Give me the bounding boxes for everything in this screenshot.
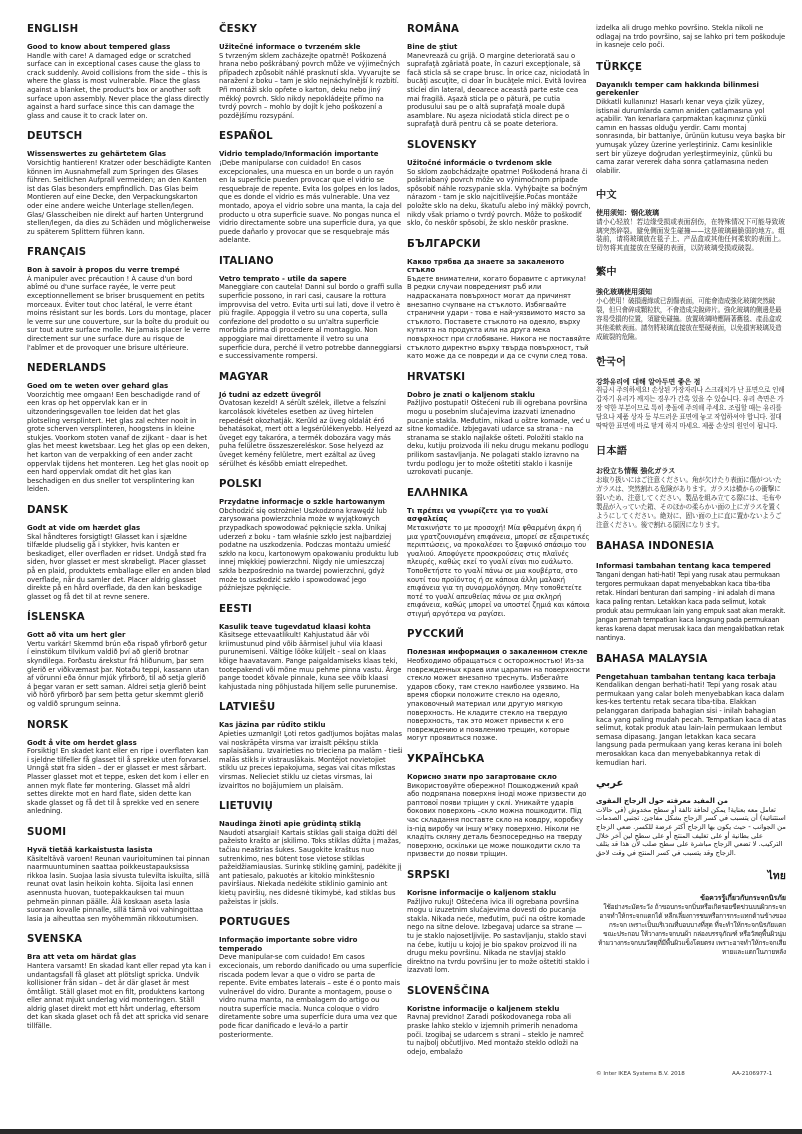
section-title: Bine de ştiut (407, 43, 458, 51)
language-heading: MAGYAR (219, 371, 269, 383)
language-heading: HRVATSKI (407, 371, 466, 383)
language-section (219, 917, 403, 1039)
section-body: Käsiteltävä varoen! Reunan vaurioituminen tai pinnan naarmuuntuminen saattaa poikkeustapauksissa rikkoa lasin. Suojaa lasia sivusta tulevilta iskuilta, sillä reunat ovat lasin heikoin kohta. Sijoita lasi ennen asennusta huovan, tuotepakkauksen tai muun pehmeän pinnan päälle. Älä koskaan aseta lasia suoraan kovalle pinnalle, sillä tämä voi vahingoittaa lasia ja aiheuttaa sen myöhemmän rikkoutumisen. (27, 854, 210, 923)
section-title: Informação importante sobre vidro temperado (219, 936, 358, 953)
language-section (219, 479, 403, 593)
section-body: Manevrează cu grijă. O margine deteriorată sau o suprafaţă zgâriată poate, în cazuri excepţionale, să facă sticla să se crape brusc. În orice caz, niciodată în bucăţi ascuţite, ci doar în bucăţele mici. Evită lovirea sticlei din lateral, deoarece această parte este cea mai fragilă. Aşază sticla pe o pătură, pe cutia produsului sau pe o altă suprafaţă moale după asamblare. Nu aşeza niciodată sticla direct pe o suprafaţă dură pentru că se poate deteriora. (407, 51, 590, 129)
language-section (27, 24, 211, 120)
section-body: Käsitsege ettevaatlikult! Kahjustatud äär või kriimustunud pind võib äärmisel juhul viia klaasi purunemiseni. Vältige lööke küljelt - seal on klaas kõige haavatavam. Pange paigaldamiseks klaas teki, tootepakendi või mõne muu pehme pinna vastu. Ärge pange toodet kõvale pinnale, kuna see võib klaasi kahjustada ning põhjustada hiljem selle purunemise. (219, 631, 402, 691)
language-heading: NEDERLANDS (27, 363, 107, 375)
language-heading: LIETUVIŲ (219, 801, 274, 813)
language-heading: 中文 (596, 190, 617, 202)
language-section (219, 24, 403, 120)
language-heading: ΕΛΛΗΝΙΚΑ (407, 487, 468, 499)
section-body: Forsiktig! En skadet kant eller en ripe i overflaten kan i sjeldne tilfeller få glasset til å sprekke uten forvarsel. Unngå støt fra siden – der er glasset er mest sårbart. Plasser glasset mot et teppe, esken det kom i eller en annen myk flate før montering. Glasset må aldri settes direkte mot en hard flate, siden dette kan skade glasset og få det til å sprekke ved en senere anledning. (27, 747, 211, 816)
language-section (596, 186, 786, 252)
language-section (407, 488, 591, 619)
language-section (596, 62, 786, 176)
section-body: Vorsichtig hantieren! Kratzer oder beschädigte Kanten können im Ausnahmefall zum Springen des Glases führen. Seitlichen Aufprall vermeiden; an den Kanten ist das Glas besonders empfindlich. Das Glas beim Montieren auf eine Decke, den Verpackungskarton oder eine andere weiche Unterlage stellen/legen. Glas/ Glasscheiben nie direkt auf harten Untergrund stellen/legen, da dies zu Schäden und möglicherweise zu späterem Splittern führen kann. (27, 158, 211, 236)
language-heading: ROMÂNA (407, 24, 460, 35)
section-body: Ravnaj previdno! Zaradi poškodovanega roba ali praske lahko steklo v izjemnih primerih nenadoma poči. Izogibaj se udarcem s strani – steklo je namreč tu najbolj občutljivo. Med montažo steklo odloži na odejo, embalažo (407, 1013, 584, 1056)
section-title: Bra att veta om härdat glas (27, 953, 137, 962)
language-heading: عربي (596, 778, 624, 790)
language-heading: EESTI (219, 603, 252, 615)
language-section (27, 131, 211, 236)
section-title: Wissenswertes zu gehärtetem Glas (27, 150, 167, 159)
language-section (27, 720, 211, 816)
language-section (596, 654, 786, 768)
section-title: Корисно знати про загартоване скло (407, 773, 557, 781)
language-section (407, 239, 591, 361)
section-title: Užitočné informácie o tvrdenom skle (407, 158, 552, 167)
column-1 (27, 24, 211, 1042)
section-title: من المفيد معرفته حول الزجاج المقوى (596, 797, 728, 806)
column-4 (596, 24, 786, 968)
section-title: 強化玻璃使用須知 (596, 288, 652, 297)
language-heading: 日本語 (596, 446, 628, 458)
document-code: AA-2106977-1 (732, 1071, 773, 1077)
section-body: Apieties uzmanīgi! Ļoti retos gadījumos bojātas malas vai noskrāpēta virsma var izraisīt pēkšņu stikla saplaisāšanu. Izvairieties no trieciena pa malām - tieši malās stikls ir vistrauslākais. Montējot novietojiet stiklu uz preces iepakojuma, segas vai citas mīkstas virsmas. Nelieciet stiklu uz cietas virsmas, lai izvairītos no bojājumiem un plaisām. (219, 730, 403, 790)
section-title: Dobro je znati o kaljenom staklu (407, 390, 535, 399)
section-body: Pažljivo rukuj! Oštećena ivica ili ogrebana površina mogu u izuzetnim slučajevima dovesti do pucanja stakla. Nikada neće, međutim, pući na oštre komade nego na sitne delove. Izbegavaj udarce sa strane — tu je staklo najosetljivije. Po sastavljanju, staklo stavi na ćebe, kutiju u kojoj je bio spakov proizvod ili na drugu meku površinu. Nikada ne stavljaj staklo direktno na tvrdu površinu jer to može oštetiti staklo i izazvati lom. (407, 897, 590, 975)
section-body: 请小心轻放！若边缘受损或表面刮伤，在特殊情况下可能导致玻璃突然碎裂。避免侧面发生碰撞——这是玻璃最脆弱的地方。组装前，请将玻璃放在毯子上、产品盒或其他任何柔软的表面上。切勿将其直接放在坚硬的表面，以防玻璃受损或破裂。 (596, 217, 786, 252)
language-heading: ČESKY (219, 24, 258, 35)
section-title: Goed om te weten over gehard glas (27, 382, 169, 391)
language-heading: ไทย (767, 871, 786, 883)
section-body: Skal håndteres forsigtigt! Glasset kan i sjældne tilfælde pludselig gå i stykker, hvis kanten er beskadiget, eller overfladen er ridset. Undgå stød fra siden, hvor glasset er mest skrøbeligt. Placer glasset på en plaid, produktets emballage eller en anden blød overflade, når du samler det. Placer aldrig glasset direkte på en hård overflade, da den kan beskadige glasset og få det til at revne senere. (27, 532, 211, 601)
language-heading: SRPSKI (407, 869, 450, 881)
section-body: Vertu varkár! Skemmd brún eða rispað yfirborð getur í einstökum tilvikum valdið því að glerið brotnar skyndilega. Forðastu árekstur frá hliðunum, þar sem glerið er viðkvæmast þar. Notaðu teppi, kassann utan af vörunni eða önnur mjúk yfirborð, til að setja glerið á þegar varan er sett saman. Aldrei setja glerið beint við hörð yfirborð þar sem þetta getur skemmt glerið og valdið sprungum seinna. (27, 639, 209, 709)
language-heading: ESPAÑOL (219, 131, 273, 143)
section-body: Pažljivo postupati! Oštećeni rub ili ogrebana površina mogu u posebnim slučajevima izazvati iznenadno pucanje stakla. Međutim, nikad u oštre komade, već u sitne komadiće. Izbjegavati udarce sa strana - na stranama se staklo najlakše ošteti. Položiti staklo na deku, kutiju proizvoda ili neku drugu mekanu podlogu prilikom sastavljanja. Ne polagati staklo izravno na tvrdu podlogu jer to može oštetiti staklo i kasnije uzrokovati pucanje. (407, 399, 590, 477)
language-section (407, 986, 591, 1057)
language-heading: УКРАЇНСЬКА (407, 754, 485, 765)
bottom-border (0, 1129, 802, 1134)
section-title: Jó tudni az edzett üvegről (219, 390, 321, 399)
language-heading: DANSK (27, 504, 69, 516)
section-body: Використовуйте обережно! Пошкоджений край або подряпана поверхня іноді може призвести до раптової появи тріщин у склі. Уникайте ударів бокових поверхонь –скло можна пошкодити. Під час складання поставте скло на ковдру, коробку із-під виробу чи іншу м'яку поверхню. Ніколи не кладіть скляну деталь безпосередньо на тверду поверхню, оскільки це може пошкодити скло та призвести до появи тріщин. (407, 781, 587, 859)
language-section (27, 934, 211, 1030)
language-section (219, 604, 403, 692)
section-title: Godt at vide om hærdet glas (27, 523, 141, 532)
section-body: So sklom zaobchádzajte opatrne! Poškodená hrana či poškriabaný povrch môže vo výnimočnom prípade spôsobiť náhle rozsypanie skla. Vyhýbajte sa bočným nárazom - tam je sklo najcitlivejšie.Počas montáže položte sklo na deku, škatuľu alebo iný mäkký povrch, nikdy však priamo o tvrdý povrch. Môže to poškodiť sklo, čo neskôr spôsobí, že sklo neskôr praskne. (407, 167, 591, 228)
language-section (27, 247, 211, 352)
language-section (596, 442, 786, 530)
section-body: S tvrzeným sklem zacházejte opatrně! Poškozená hrana nebo poškrábaný povrch může ve výjimečných případech způsobit náhlé prasknutí skla. Vyvarujte se naražení z boku – tam je sklo nejnáchylnější k rozbití. Při montáži sklo opřete o karton, deku nebo jiný měkký povrch. Sklo nikdy nepokládejte přímo na tvrdý povrch – mohlo by dojít k jeho poškození a pozdějšímu rozsypání. (219, 51, 401, 120)
section-title: Полезная информация о закаленном стекле (407, 648, 588, 657)
language-section (596, 778, 786, 857)
section-body: Deve manipular-se com cuidado! Em casos excecionais, um rebordo danificado ou uma superfície riscada podem levar a que o vidro se parta de repente. Evite embates laterais – este é o ponto mais vulnerável do vidro. Durante a montagem, pouse o vidro numa manta, na embalagem do artigo ou noutra superfície macia. Nunca coloque o vidro diretamente sobre uma superfície dura uma vez que pode ficar danificado e levá-lo a partir posteriormente. (219, 953, 402, 1039)
section-body: Tangani dengan hati-hati! Tepi yang rusak atau permukaan tergores permukaan dapat menyebabkan kaca tiba-tiba retak. Hindari benturan dari samping - ini adalah di mana kaca paling rentan. Letakkan kaca pada selimut, kotak produk atau permukaan lain yang empuk saat akan merakit. Jangan pernah tempatkan kaca langsung pada permukaan keras karena dapat merusak kaca dan mengakibatkan retak nantinya. (596, 570, 786, 642)
section-title: Korisne informacije o kaljenom staklu (407, 888, 557, 897)
section-title: Dayanıklı temper cam hakkında bilinmesi gerekenler (596, 80, 759, 98)
language-heading: 한국어 (596, 356, 627, 368)
section-body: ¡Debe manipularse con cuidado! En casos excepcionales, una muesca en un borde o un rayón en la superficie pueden provocar que el vidrio se resquebraje de repente. Evita los golpes en los lados, que es donde el vidrio es más vulnerable. Una vez montado, apoya el vidrio sobre una manta, la caja del producto u otra superficie suave. No pongas nunca el vidrio directamente sobre una superficie dura, ya que puede dañarlo y provocar que se resquebraje más adelante. (219, 158, 402, 245)
section-body: Необходимо обращаться с осторожностью! Из-за поврежденных краев или царапин на поверхности стекло может внезапно треснуть. Избегайте ударов сбоку, там стекло наиболее уязвимо. На время сборки положите стекло на одеяло, упаковочный материал или другую мягкую поверхность. Не кладите стекло на твердую поверхность, так это может привести к его повреждению и появлению трещин, которые могут проявиться позже. (407, 657, 590, 743)
language-section (596, 353, 786, 432)
section-title: Koristne informacije o kaljenem steklu (407, 1004, 560, 1013)
section-title: Informasi tambahan tentang kaca tempered (596, 562, 771, 571)
section-title: お役立ち情報 強化ガラス (596, 467, 676, 476)
section-title: ข้อควรรู้เกี่ยวกับกระจกนิรภัย (700, 894, 786, 903)
section-body: Óvatosan kezeld! A sérült szélek, illetve a felszíni karcolások kivételes esetben az üveg hirtelen repedését okozhatják. Kerüld az üveg oldalát érő behatásokat, mert ott a legsérülékenyebb. Helyezd az üveget egy takaróra, a termék dobozára vagy más puha felületre összeszereléskor. Sose helyezd az üveget kemény felületre, mert ezáltal az üveg sérülhet és később emiatt elrepedhet. (219, 399, 403, 468)
section-title: Kasulik teave tugevdatud klaasi kohta (219, 622, 371, 631)
section-body: Hantera varsamt! En skadad kant eller repad yta kan i undantagsfall få glaset att plötsligt spricka. Undvik kollisioner från sidan – det är där glaset är mest ömtåligt. Ställ glaset mot en filt, produktens kartong eller annat mjukt underlag vid monteringen. Ställ aldrig glaset direkt mot ett hårt underlag, eftersom det kan skada glaset och få det att spricka vid senare tillfälle. (27, 961, 211, 1031)
section-title: Pengetahuan tambahan tentang kaca terbaja (596, 672, 776, 681)
language-section (27, 612, 211, 708)
section-body: Naudoti atsargiai! Kartais stiklas gali staiga dūžti dėl pažeisto krašto ar įskilimo. Toks stiklas dūžta į mažas, tačiau neaštrias šukes. Saugokite kraštus nuo sutrenkimo, nes būtent tose vietose stiklas pažeidžiamiausias. Surinkę stiklinę gaminį, padėkite jį ant patiesalo, pakuotės ar kitokio minkštesnio paviršiaus. Niekada nedėkite stiklinio gaminio ant kietų paviršių, nes didesnė tikimybė, kad stiklas bus pažeistas ir įskils. (219, 828, 402, 906)
language-heading: ITALIANO (219, 255, 274, 267)
language-heading: ÍSLENSKA (27, 612, 85, 624)
section-title: Przydatne informacje o szkle hartowanym (219, 498, 385, 507)
section-body: Dikkatli kullanınız! Hasarlı kenar veya çizik yüzey, istisnai durumlarda camın aniden çatlamasına yol açabilir. Yan kenarlara çarpmaktan kaçınınız çünkü camın en hassas olduğu yerdir. Camı montaj sonrasında, bir battaniye, ürünün kutusu veya başka bir yumuşak yüzey üzerine yerleştiriniz. Camı kesinlikle sert bir yüzeye doğrudan yerleştirmeyiniz, çünkü bu cama zarar vererek daha sonra çatlamasına neden olabilir. (596, 97, 786, 175)
language-heading: SUOMI (27, 826, 67, 838)
section-body: お取り扱いにはご注意ください。角が欠けたり表面に傷がついたガラスは、突然割れる危険があります。ガラスは横からの衝撃に弱いため、注意してください。製品を組み立てる際には、毛布や製品が入っていた箱、そのほかの柔らかい面の上にガラスを置くようにしてください。絶対に、固い面の上に直に置かないようご注意ください。後で割れる原因になります。 (596, 476, 782, 530)
language-section (407, 24, 591, 129)
section-body: Μετακινήστε το με προσοχή! Μία φθαρμένη άκρη ή μια γρατζουνισμένη επιφάνεια, μπορεί σε εξαιρετικές περιπτώσεις, να προκαλέσει το ξαφνικό σπάσιμο του γυαλιού. Αποφύγετε προσκρούσεις στις πλαϊνές πλευρές, καθώς εκεί το γυαλί είναι πιο ευάλωτο. Τοποθετήστε το γυαλί πάνω σε μια κουβέρτα, στο κουτί του προϊόντος ή σε κάποια άλλη μαλακή επιφάνεια για τη συναρμολόγηση. Μην τοποθετείτε ποτέ το γυαλί απευθείας πάνω σε μια σκληρή επιφάνεια, καθώς μπορεί να υποστεί ζημιά και κάποια στιγμή αργότερα να ραγίσει. (407, 523, 590, 618)
language-heading: LATVIEŠU (219, 702, 276, 714)
language-heading: ENGLISH (27, 24, 79, 35)
language-section (407, 372, 591, 477)
language-section (219, 801, 403, 906)
language-section (27, 505, 211, 601)
language-section (596, 541, 786, 643)
section-body: 小心使用！破損邊緣或已刮傷表面，可能會造成強化玻璃突然破裂，但只會碎成顆粒狀，不會造成尖銳碎片。強化玻璃的側邊是最容易受損的位置，須避免碰撞。放置玻璃時應隔著舊毯、產品盒或其他柔軟表面。請勿將玻璃直接放在堅硬表面，以免損害玻璃及造成破裂的危險。 (596, 296, 782, 341)
section-title: Gott að vita um hert gler (27, 631, 126, 640)
language-heading: БЪЛГАРСКИ (407, 238, 481, 250)
language-heading: PORTUGUES (219, 917, 291, 929)
section-title: 강화유리에 대해 알아두면 좋은 점 (596, 377, 701, 386)
section-title: Τι πρέπει να γνωρίζετε για το γυαλί ασφαλείας (407, 506, 549, 524)
section-title: Какво трябва да знаете за закаленото стъкло (407, 257, 565, 275)
section-body: Voorzichtig mee omgaan! Een beschadigde rand of een kras op het oppervlak kan er in uitzonderingsgevallen toe leiden dat het glas plotseling versplintert. Het glas zal echter nooit in grote scherven versplinteren, hoogstens in kleine stukjes. Voorkom stoten vanaf de zijkant - daar is het glas het meest kwetsbaar. Leg het glas op een deken, het karton van de verpakking of een ander zacht oppervlak tijdens het monteren. Leg het glas nooit op een hard oppervlak omdat dit het glas kan beschadigen en dus sneller tot versplintering kan leiden. (27, 390, 210, 494)
language-section (407, 629, 591, 743)
section-body: Handle with care! A damaged edge or scratched surface can in exceptional cases cause the glass to crack suddenly. Avoid collisions from the side – this is where the glass is most vulnerable. Place the glass against a blanket, the product's box or another soft surface upon assembly. Never place the glass directly against a hard surface since this can damage the glass and cause it to crack later on. (27, 51, 210, 120)
column-3 (407, 24, 591, 1067)
section-title: Godt å vite om herdet glass (27, 738, 137, 747)
language-heading: 繁中 (596, 267, 617, 279)
section-body: تعامل معه بعناية! يمكن لحافة تالفة أو سطح مخدوش (في حالات استثنائية) أن يتسبب في كسر الزجاج بشكل مفاجئ. تجنبي الصدمات من الجوانب - حيث يكون بها الزجاج أكثر عرضة للكسر. ضعي الزجاج على بطانية أو على تغليف المنتج أو على سطح لين آخر خلال التركيب. لا تضعي الزجاج مباشرة على سطح صلب لأن هذا قد يتلف الزجاج وقد يتسبب في كسر المنتج في وقت لاحق. (596, 805, 786, 857)
section-body: Maneggiare con cautela! Danni sul bordo o graffi sulla superficie possono, in rari casi, causare la rottura improvvisa del vetro. Evita urti sui lati, dove il vetro è più fragile. Appoggia il vetro su una coperta, sulla confezione del prodotto o su un'altra superficie morbida prima di procedere al montaggio. Non appoggiare mai direttamente il vetro su una superficie dura, perché il vetro potrebbe danneggiarsi e successivamente rompersi. (219, 283, 403, 361)
section-title: Good to know about tempered glass (27, 43, 171, 51)
language-heading: РУССКИЙ (407, 629, 465, 641)
column-2 (219, 24, 403, 1050)
section-title: Bon à savoir à propos du verre trempé (27, 266, 180, 275)
section-title: Užitečné informace o tvrzeném skle (219, 43, 361, 51)
language-section (219, 372, 403, 468)
language-section (596, 263, 786, 342)
language-heading: SLOVENŠČINA (407, 985, 490, 997)
language-heading: SLOVENSKY (407, 139, 477, 151)
section-title: Hyvä tietää karkaistusta lasista (27, 845, 153, 854)
language-section (219, 702, 403, 790)
section-body: ใช้อย่างระมัดระวัง ถ้าขอบกระจกบิ่นหรือเกิดรอยขีดข่วนบนผิวกระจก อาจทำให้กระจกแตกได้ หลีกเลี่ยงการชนหรือการกระแทกด้านข้างของกระจก เพราะเป็นบริเวณที่บอบบางที่สุด ที่จะทำให้กระจกนิรภัยแตก ขณะประกอบ ให้วางกระจกบนผ้า กล่องบรรจุภัณฑ์ หรือวัสดุพื้นผิวนุ่ม ห้ามวางกระจกบนวัสดุที่มีพื้นผิวแข็งโดยตรง เพราะอาจทำให้กระจกเสียหายและแตกในภายหลัง (598, 902, 786, 956)
section-body: 취급시 주의하세요! 손상된 가장자리나 스크래치가 난 표면으로 인해 갑자기 유리가 깨지는 경우가 간혹 있을 수 있습니다. 유리 측면은 가장 약한 부분이므로 특히 충돌에 주의해 주세요. 조립할 때는 유리를 담요나 제품 상자 등 부드러운 표면에 놓고 작업하셔야 합니다. 절대 딱딱한 표면에 바로 닿게 하지 마세요. 제품 손상의 원인이 됩니다. (596, 386, 785, 431)
section-title: Vidrio templado/Información importante (219, 150, 379, 159)
language-heading: TÜRKÇE (596, 61, 643, 73)
language-section (27, 827, 211, 923)
language-section (407, 870, 591, 975)
section-title: Kas jāzina par rūdīto stiklu (219, 721, 326, 730)
language-section (27, 363, 211, 494)
language-heading: POLSKI (219, 479, 262, 491)
language-section (219, 131, 403, 245)
language-heading: SVENSKA (27, 934, 83, 946)
language-section (219, 256, 403, 361)
language-section (407, 140, 591, 228)
section-body: Бъдете внимателни, когато боравите с артикула! В редки случаи повреденият ръб или надрасканата повърхност могат да причинят внезапно счупване на стъклото. Избягвайте странични удари - това е най-уязвимото място за стъклото. Поставете стъклото на одеяло, върху кутията на продукта или на друга мека повърхност при сглобяване. Никога не поставяйте стъклото директно върху твърда повърхност, тъй като може да се повреди и да се счупи след това. (407, 274, 591, 361)
section-title: Vetro temprato - utile da sapere (219, 274, 347, 283)
language-heading: DEUTSCH (27, 131, 83, 143)
language-heading: BAHASA INDONESIA (596, 541, 714, 553)
language-section (407, 754, 591, 859)
language-heading: NORSK (27, 719, 69, 731)
section-title: 使用须知：钢化玻璃 (596, 209, 659, 218)
section-body: Obchodzić się ostrożnie! Uszkodzona krawędź lub zarysowana powierzchnia może w wyjątkowych przypadkach spowodować pęknięcie szkła. Unikaj uderzeń z boku - tam właśnie szkło jest najbardziej podatne na uszkodzenia. Podczas montażu umieść szkło na kocu, kartonowym opakowaniu produktu lub innej miękkiej powierzchni. Nigdy nie umieszczaj szkła bezpośrednio na twardej powierzchni, gdyż może to uszkodzić szkło i spowodować jego późniejsze pęknięcie. (219, 506, 399, 593)
language-section (596, 868, 786, 957)
section-body: Kendalikan dengan berhati-hati! Tepi yang rosak atau permukaan yang calar boleh menyebabkan kaca dalam kes-kes tertentu retak secara tiba-tiba. Elakkan pelanggaran daripada bahagian sisi - inilah bahagian kaca yang paling mudah pecah. Tempatkan kaca di atas selimut, kotak produk atau lain-lain permukaan lembut semasa dipasang. Jangan letakkan kaca secara langsung pada permukaan yang keras kerana ini boleh merosakkan kaca dan menyebabkannya retak di kemudian hari. (596, 681, 786, 767)
copyright-notice: © Inter IKEA Systems B.V. 2018 (596, 1071, 685, 1077)
slovenscina-continuation: izdelka ali drugo mehko površino. Stekla nikoli ne odlagaj na trdo površino, saj se lahko pri tem poškoduje in kasneje celo poči. (596, 24, 786, 50)
language-heading: FRANÇAIS (27, 247, 87, 259)
section-title: Naudinga žinoti apie grūdintą stiklą (219, 820, 361, 829)
language-heading: BAHASA MALAYSIA (596, 653, 708, 665)
section-body: À manipuler avec précaution ! À cause d'un bord abîmé ou d'une surface rayée, le verre peut exceptionnellement se briser brusquement en petits morceaux. Éviter tout choc latéral, le verre étant moins résistant sur les bords. Lors du montage, placer le verre sur une couverture, sur la boîte du produit ou sur tout autre surface molle. Ne jamais placer le verre directement sur une surface dure au risque de l'abîmer et de provoquer une brisure ultérieure. (27, 274, 211, 352)
